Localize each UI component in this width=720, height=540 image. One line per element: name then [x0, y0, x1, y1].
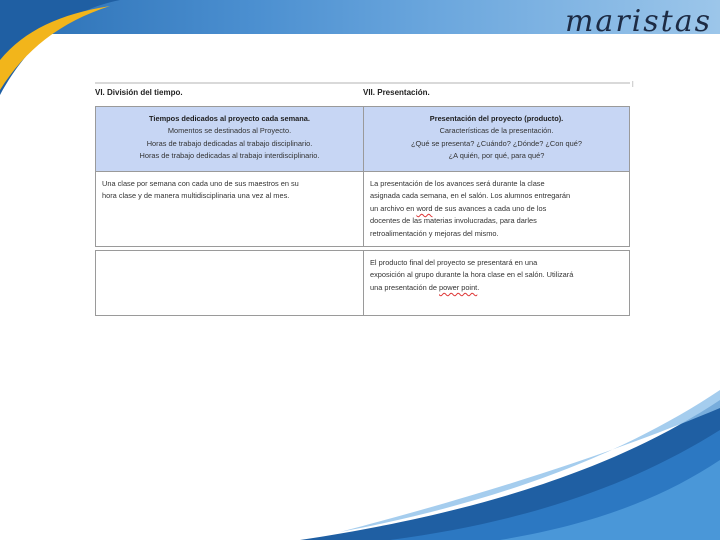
plan-table [95, 106, 630, 247]
maristas-logo: maristas [564, 4, 712, 39]
header-time-line: Momentos se destinados al Proyecto. [167, 126, 292, 136]
table-row [96, 172, 630, 247]
header-time-line: Horas de trabajo dedicadas al trabajo interdisciplinario. [139, 151, 320, 161]
row2-presentation-line: exposición al grupo durante la hora clase en el salón. Utilizará [370, 270, 574, 280]
row1-presentation-line: La presentación de los avances será durante la clase [370, 179, 545, 188]
header-presentation-line: ¿Qué se presenta? ¿Cuándo? ¿Dónde? ¿Con qué? [411, 138, 582, 148]
row2-presentation-line [370, 282, 623, 294]
header-time-line: Horas de trabajo dedicadas al trabajo disciplinario. [146, 138, 313, 148]
row1-presentation-line [370, 203, 623, 215]
row2-line3-suffix: . [477, 282, 480, 292]
header-presentation-title: Presentación del proyecto (producto). [429, 114, 564, 123]
row1-line3-prefix: un archivo en [370, 203, 417, 213]
header-cell-time [96, 107, 364, 172]
header-time-title: Tiempos dedicados al proyecto cada semana. [149, 114, 310, 123]
bottom-swoosh-decoration [300, 390, 720, 540]
row2-time-cell [96, 251, 364, 316]
row1-time-line: Una clase por semana con cada uno de sus maestros en su [102, 179, 299, 188]
row1-presentation-line: docentes de las materias involucradas, para darles [370, 216, 537, 226]
table-header-row [96, 107, 630, 172]
row1-presentation-cell [364, 172, 630, 247]
row1-line3-suffix: de sus avances a cada uno de los [432, 203, 547, 213]
section-vii-title: VII. Presentación. [363, 88, 430, 97]
document-top-rule [95, 82, 630, 84]
header-cell-presentation [364, 107, 630, 172]
section-vi-title: VI. División del tiempo. [95, 88, 183, 97]
spellcheck-word: word [416, 203, 433, 213]
spellcheck-word: power point [439, 282, 478, 292]
row1-presentation-line: asignada cada semana, en el salón. Los alumnos entregarán [370, 191, 571, 201]
table-row [96, 251, 630, 316]
plan-table-continued [95, 250, 630, 316]
left-swoosh-decoration [0, 0, 120, 120]
row2-presentation-cell [364, 251, 630, 316]
header-presentation-line: Características de la presentación. [439, 126, 554, 136]
corner-mark: ⁝ [631, 80, 634, 89]
row2-presentation-line: El producto final del proyecto se presentará en una [370, 258, 538, 267]
row1-time-cell [96, 172, 364, 247]
row1-presentation-line: retroalimentación y mejoras del mismo. [370, 228, 499, 238]
header-presentation-line: ¿A quién, por qué, para qué? [448, 151, 545, 161]
row2-line3-prefix: una presentación de [370, 282, 440, 292]
row1-time-line: hora clase y de manera multidisciplinaria una vez al mes. [102, 191, 290, 201]
